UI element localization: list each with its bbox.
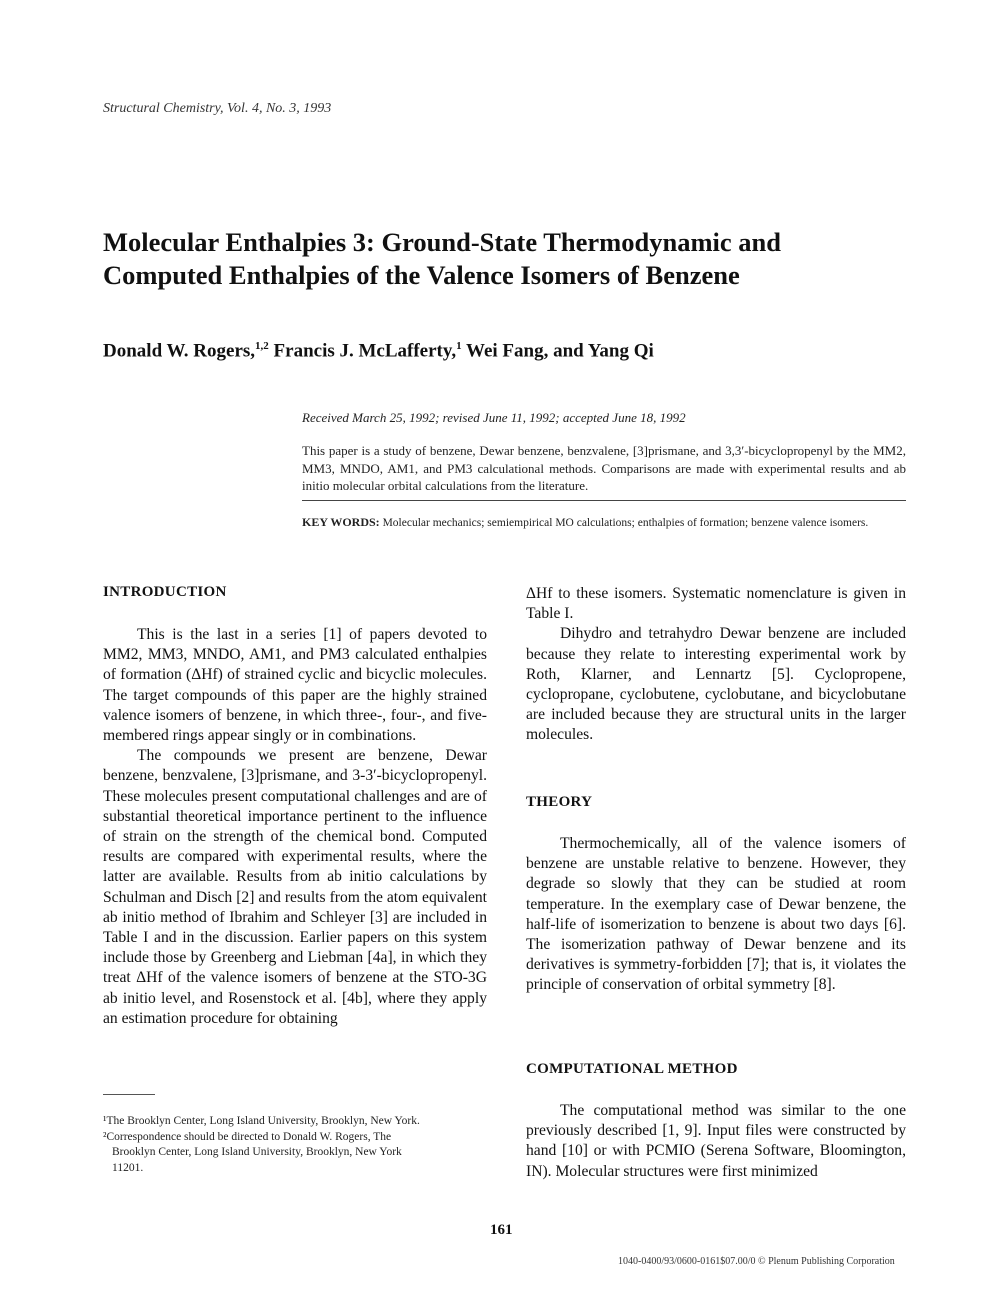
intro-paragraph-2: The compounds we present are benzene, Dewar benzene, benzvalene, [3]prismane, and 3-3′-bicyclopropenyl. These molecules present computational challenges and are of substantial theoretical importance pertinent to the influence of strain on the strength of the chemical bond. Computed results are compared with experimental results, where the latter are available. Results from ab initio calculations by Schulman and Disch [2] and results from the atom equivalent ab initio method of Ibrahim and Schleyer [3] are included in Table I and in the discussion. Earlier papers on this system include those by Greenberg and Liebman [4a], in which they treat ΔHf of the valence isomers of benzene at the STO-3G ab initio level, and Rosenstock et al. [4b], where they apply an estimation procedure for obtaining: [103, 747, 487, 1027]
footnote-divider: [103, 1094, 155, 1095]
theory-paragraph-1: Thermochemically, all of the valence isomers of benzene are unstable relative to benzene. However, they degrade so slowly that they can be studied at room temperature. In the exemplary case of Dewar benzene, the half-life of isomerization to benzene is about two days [6]. The isomerization pathway of Dewar benzene and its derivatives is symmetry-forbidden [7]; that is, it violates the principle of conservation of orbital symmetry [8].: [526, 835, 906, 994]
footnote-2-line-2: Brooklyn Center, Long Island University, Brooklyn, New York: [112, 1146, 402, 1158]
theory-heading: THEORY: [526, 794, 593, 810]
right-column-top: [526, 584, 906, 746]
right-paragraph-2: Dihydro and tetrahydro Dewar benzene are included because they relate to interesting experimental work by Roth, Klarner, and Lennartz [5]. Cyclopropene, cyclopropane, cyclobutene, cyclobutane, and bicyclobutane are included because they are structural units in the larger molecules.: [526, 625, 906, 744]
right-paragraph-1: ΔHf to these isomers. Systematic nomenclature is given in Table I.: [526, 585, 906, 623]
left-column: [103, 625, 487, 1029]
abstract-divider: [302, 500, 906, 501]
intro-paragraph-1: This is the last in a series [1] of papers devoted to MM2, MM3, MNDO, AM1, and PM3 calculated enthalpies of formation (ΔHf) of strained cyclic and bicyclic molecules. The target compounds of this paper are the highly strained valence isomers of benzene, in which three-, four-, and five-membered rings appear singly or in combinations.: [103, 626, 487, 745]
author-1-affil: 1,2: [255, 340, 269, 352]
footnote-2: ²Correspondence should be directed to Donald W. Rogers, The: [103, 1130, 392, 1143]
footnote-1: ¹The Brooklyn Center, Long Island University, Brooklyn, New York.: [103, 1115, 420, 1127]
author-3-4: Wei Fang, and Yang Qi: [466, 340, 654, 362]
method-section: [526, 1101, 906, 1182]
keywords-text: Molecular mechanics; semiempirical MO calculations; enthalpies of formation; benzene valence isomers.: [382, 517, 869, 529]
introduction-heading: INTRODUCTION: [103, 584, 227, 600]
copyright-line: 1040-0400/93/0600-0161$07.00/0 © Plenum Publishing Corporation: [618, 1256, 895, 1267]
abstract: This paper is a study of benzene, Dewar benzene, benzvalene, [3]prismane, and 3,3′-bicyclopropenyl by the MM2, MM3, MNDO, AM1, and PM3 calculational methods. Comparisons are made with experimental results and ab initio molecular orbital calculations from the literature.: [302, 443, 906, 493]
page-number: 161: [490, 1222, 513, 1238]
received-dates: Received March 25, 1992; revised June 11, 1992; accepted June 18, 1992: [302, 410, 686, 425]
author-1: Donald W. Rogers,: [103, 340, 256, 362]
author-line: [103, 340, 654, 362]
keywords: [302, 515, 906, 531]
author-2-affil: 1: [456, 340, 462, 352]
keywords-label: KEY WORDS:: [302, 515, 380, 529]
paper-title: Molecular Enthalpies 3: Ground-State Thermodynamic and Computed Enthalpies of the Valence Isomers of Benzene: [103, 227, 782, 290]
journal-citation: Structural Chemistry, Vol. 4, No. 3, 1993: [103, 101, 332, 116]
footnotes: [103, 1114, 487, 1176]
theory-section: [526, 834, 906, 996]
author-2: Francis J. McLafferty,: [273, 340, 457, 362]
computational-method-heading: COMPUTATIONAL METHOD: [526, 1061, 738, 1077]
method-paragraph-1: The computational method was similar to the one previously described [1, 9]. Input files were constructed by hand [10] or with PCMIO (Serena Software, Bloomington, IN). Molecular structures were first minimized: [526, 1102, 906, 1180]
footnote-2-line-3: 11201.: [112, 1161, 144, 1174]
